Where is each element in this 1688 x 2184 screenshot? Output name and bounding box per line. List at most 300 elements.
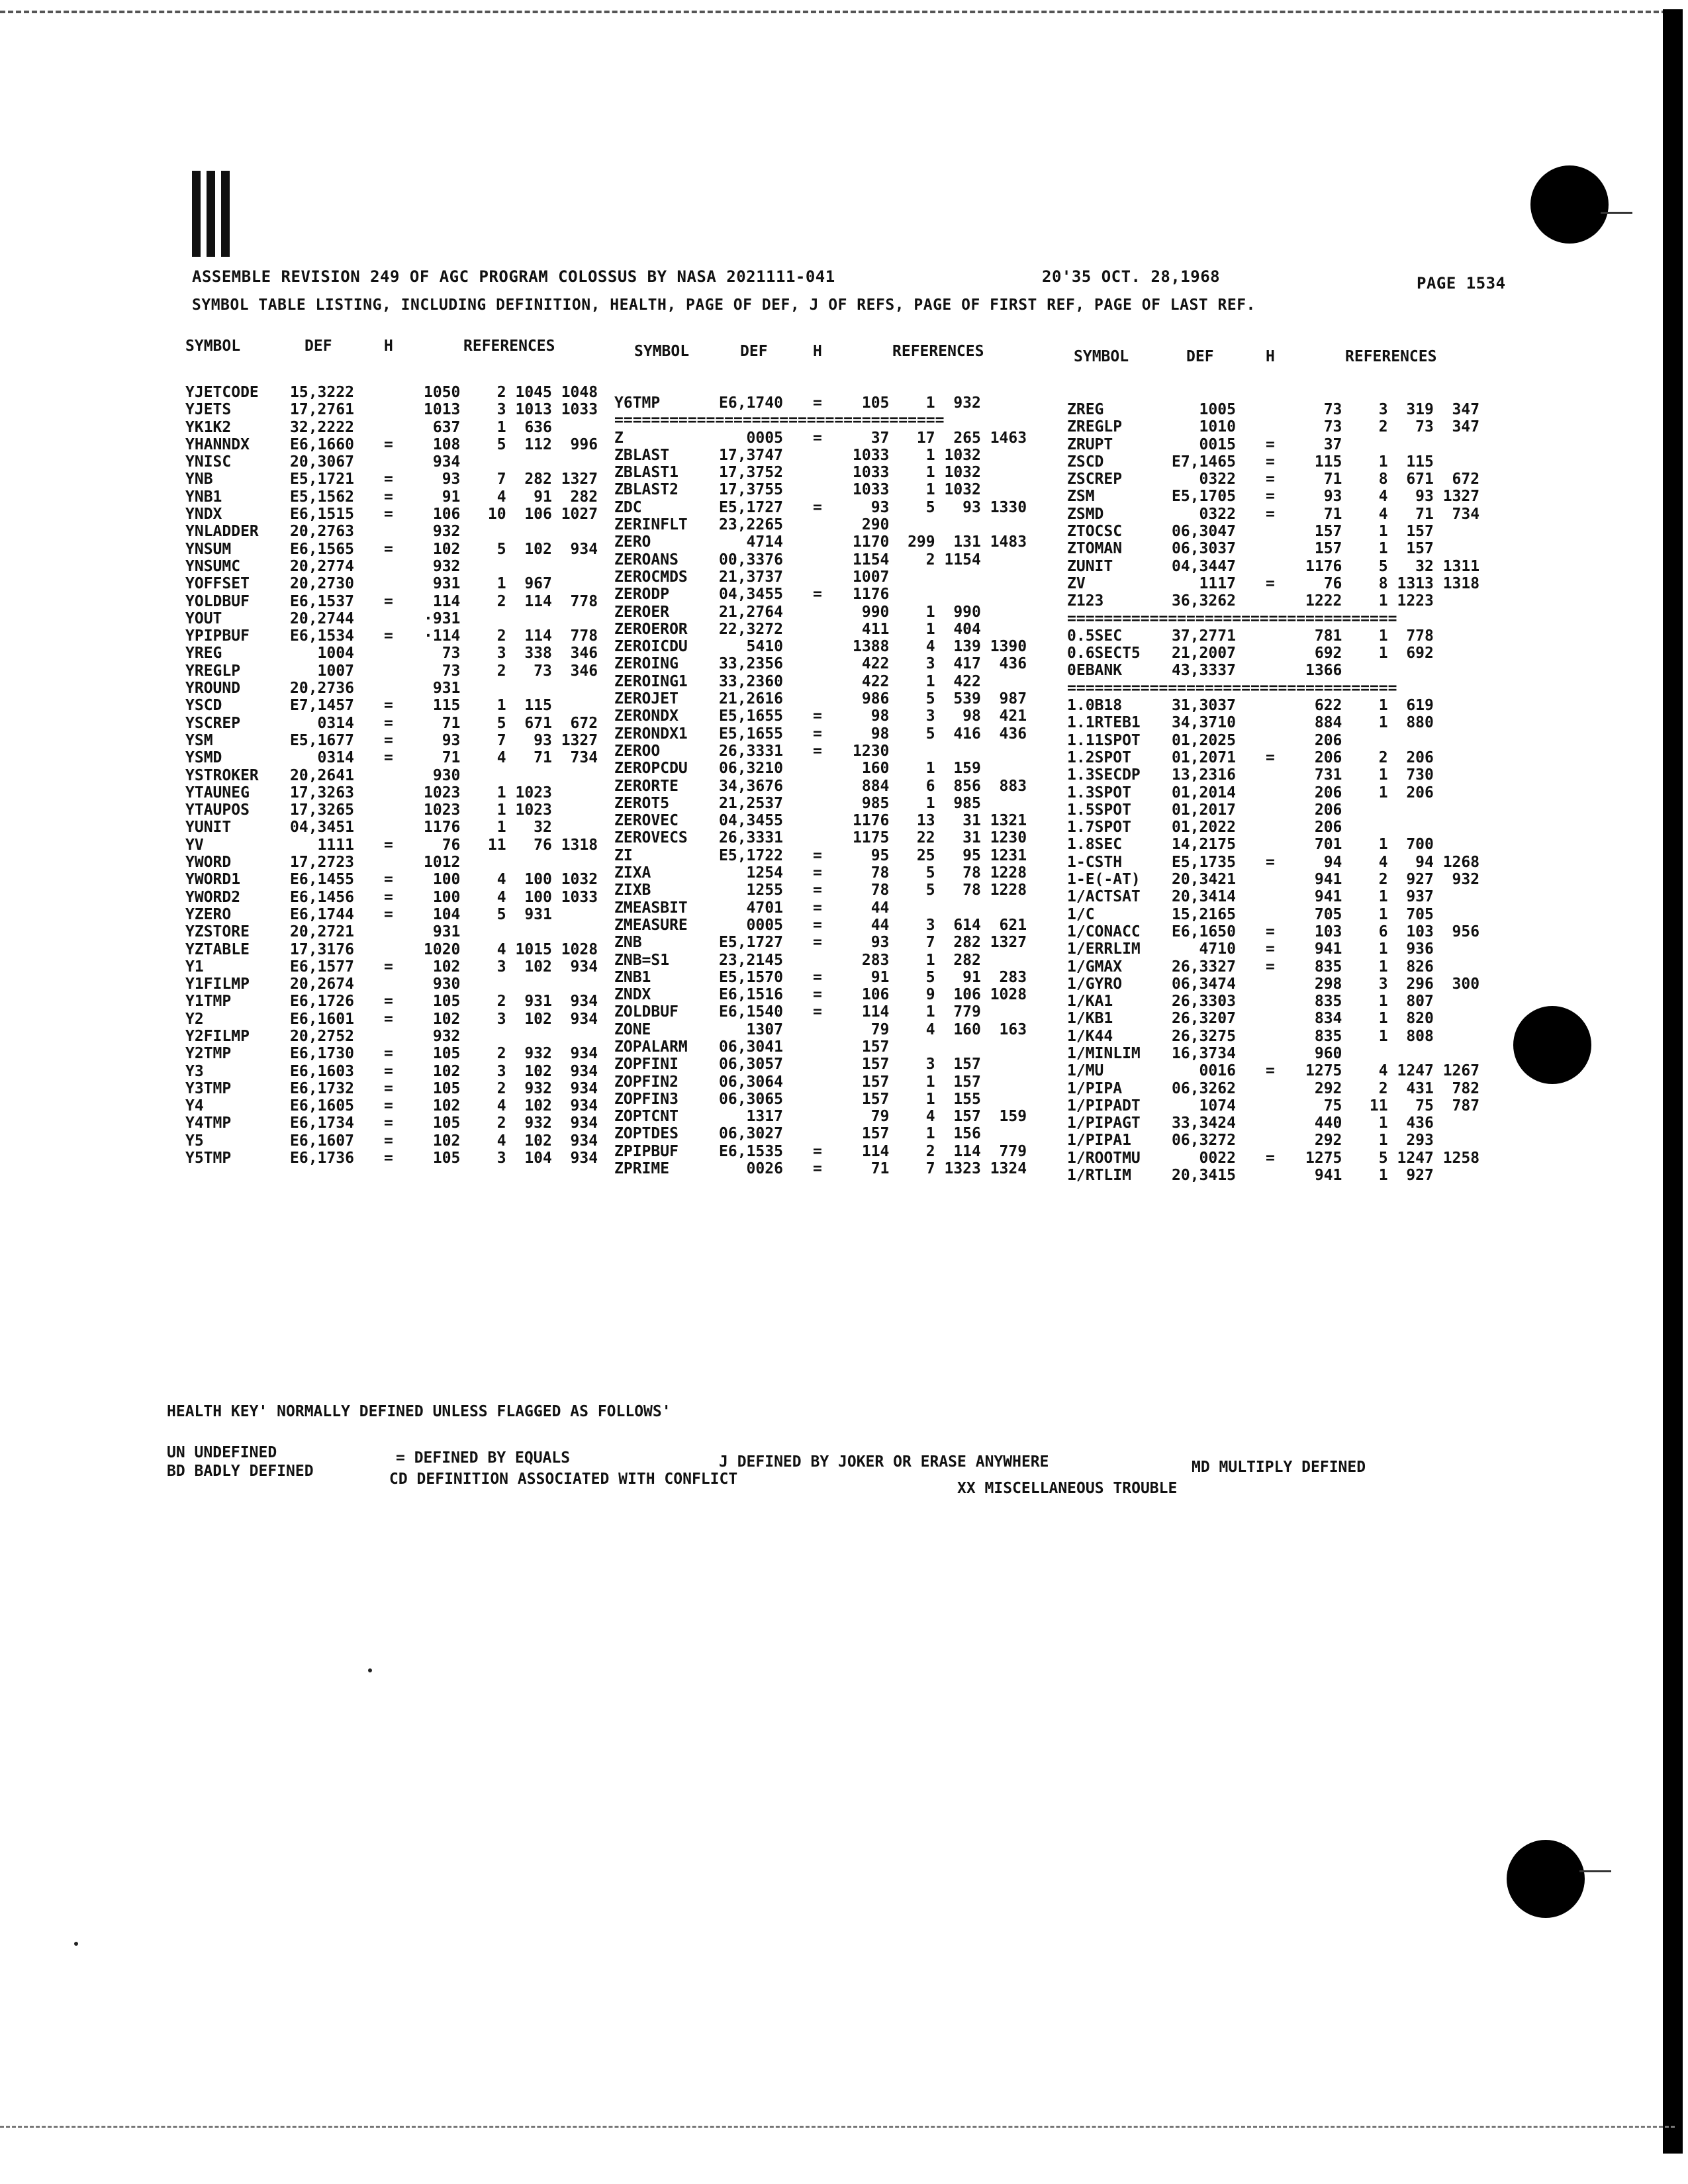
symbol-health: = [1266, 574, 1275, 592]
symbol-references: 931 [424, 680, 461, 698]
symbol-references: 934 [424, 453, 461, 471]
symbol-def: 32,2222 [290, 418, 354, 436]
symbol-def: 43,3337 [1172, 662, 1236, 680]
symbol-references: 1176 [853, 586, 890, 604]
symbol-references: 93 4 93 1327 [1305, 488, 1480, 506]
symbol-def: E6,1456 [290, 888, 354, 906]
symbol-health: = [384, 836, 393, 854]
symbol-def: 06,3041 [719, 1038, 783, 1056]
health-key-multiply: MD MULTIPLY DEFINED [1192, 1459, 1366, 1476]
symbol-def: E6,1601 [290, 1010, 354, 1028]
symbol-def: 0314 [290, 714, 354, 732]
listing-datetime: 20'35 OCT. 28,1968 [1042, 267, 1221, 286]
symbol-health: = [384, 471, 393, 488]
hole-tick-top [1601, 212, 1632, 214]
table-row [614, 778, 1038, 795]
symbol-health: = [384, 697, 393, 715]
symbol-references: 157 1 157 [853, 1073, 981, 1091]
table-row [1067, 523, 1491, 540]
symbol-name: 1/PIPAGT [1067, 1115, 1141, 1132]
symbol-def: 4710 [1172, 940, 1236, 958]
symbol-name: ZNB1 [614, 968, 651, 986]
symbol-references: 115 1 115 [1305, 453, 1434, 471]
table-row [614, 952, 1038, 969]
symbol-references: 1033 1 1032 [853, 464, 981, 482]
table-row [614, 655, 1038, 672]
table-row [614, 1125, 1038, 1142]
symbol-def: E5,1705 [1172, 488, 1236, 506]
symbol-def: 20,3421 [1172, 871, 1236, 889]
table-row [614, 586, 1038, 603]
symbol-def: 36,3262 [1172, 592, 1236, 610]
symbol-def: 21,2764 [719, 603, 783, 621]
table-row [1067, 976, 1491, 993]
symbol-references: 422 1 422 [853, 672, 981, 690]
punch-hole-bottom [1507, 1840, 1585, 1918]
symbol-references: 931 [424, 923, 461, 941]
table-row [1067, 1045, 1491, 1062]
table-row [614, 725, 1038, 743]
symbol-name: ZEROT5 [614, 794, 670, 812]
symbol-name: Z [614, 429, 624, 447]
symbol-references: 932 [424, 1027, 461, 1045]
symbol-references: 106 9 106 1028 [853, 986, 1027, 1004]
symbol-references: 73 2 73 346 [424, 662, 598, 680]
table-row [1067, 418, 1491, 435]
symbol-references: 157 1 157 [1305, 540, 1434, 558]
table-row [1067, 506, 1491, 523]
symbol-references: 98 5 416 436 [853, 725, 1027, 743]
table-row [614, 533, 1038, 551]
symbol-name: ZDC [614, 498, 642, 516]
symbol-references: 1154 2 1154 [853, 551, 981, 569]
table-row [614, 1143, 1038, 1160]
symbol-def: 26,3207 [1172, 1010, 1236, 1028]
symbol-health: = [1266, 1062, 1275, 1080]
symbol-health: = [813, 934, 822, 952]
symbol-name: Y2 [185, 1010, 204, 1028]
table-row [1067, 1080, 1491, 1097]
table-row [1067, 662, 1491, 679]
health-key-conflict: CD DEFINITION ASSOCIATED WITH CONFLICT [389, 1471, 738, 1488]
symbol-name: YTAUPOS [185, 801, 250, 819]
table-row [614, 569, 1038, 586]
symbol-name: YWORD [185, 854, 232, 872]
symbol-references: 440 1 436 [1305, 1115, 1434, 1132]
symbol-name: 1-CSTH [1067, 853, 1123, 871]
column-header-symbol: SYMBOL [185, 338, 241, 355]
symbol-name: YREG [185, 645, 222, 662]
symbol-health: = [813, 1003, 822, 1021]
symbol-references: 930 [424, 976, 461, 993]
table-row [614, 447, 1038, 464]
symbol-references: 1033 1 1032 [853, 446, 981, 464]
symbol-references: 102 4 102 934 [424, 1097, 598, 1115]
symbol-name: ZUNIT [1067, 557, 1113, 575]
table-row [614, 795, 1038, 812]
symbol-def: 20,3414 [1172, 888, 1236, 906]
table-row [614, 551, 1038, 569]
symbol-def: 01,2071 [1172, 749, 1236, 766]
page-number: PAGE 1534 [1417, 274, 1506, 293]
symbol-references: 93 7 93 1327 [424, 731, 598, 749]
symbol-references: 835 1 826 [1305, 958, 1434, 976]
table-row [614, 604, 1038, 621]
symbol-references: 931 1 967 [424, 575, 552, 593]
table-row [614, 481, 1038, 498]
table-row [614, 394, 1038, 412]
scan-speck [368, 1668, 372, 1672]
symbol-references: 108 5 112 996 [424, 435, 598, 453]
symbol-name: ZOLDBUF [614, 1003, 679, 1021]
symbol-name: YNSUM [185, 540, 232, 558]
symbol-def: 21,2537 [719, 794, 783, 812]
symbol-health: = [384, 1115, 393, 1132]
symbol-def: 20,2641 [290, 766, 354, 784]
symbol-health: = [384, 1132, 393, 1150]
symbol-references: 105 3 104 934 [424, 1150, 598, 1167]
symbol-name: YV [185, 836, 204, 854]
table-row [614, 743, 1038, 760]
symbol-health: = [384, 488, 393, 506]
column-header-health: H [1266, 348, 1275, 365]
symbol-references: 102 5 102 934 [424, 540, 598, 558]
symbol-name: ZNB=S1 [614, 951, 670, 969]
symbol-health: = [384, 506, 393, 523]
symbol-def: 4714 [719, 533, 783, 551]
symbol-references: 1275 4 1247 1267 [1305, 1062, 1480, 1080]
symbol-name: 1.0B18 [1067, 697, 1123, 715]
symbol-references: 114 2 114 779 [853, 1142, 1027, 1160]
punch-hole-top [1530, 165, 1609, 244]
symbol-references: 71 8 671 672 [1305, 471, 1480, 488]
symbol-def: 21,2616 [719, 690, 783, 708]
section-separator: ==================================== [1067, 610, 1397, 627]
symbol-name: ZREG [1067, 401, 1104, 418]
table-row [1067, 958, 1491, 976]
symbol-def: E6,1730 [290, 1045, 354, 1063]
symbol-name: YSM [185, 731, 213, 749]
symbol-def: 1004 [290, 645, 354, 662]
symbol-references: 941 1 937 [1305, 888, 1434, 906]
symbol-def: E6,1607 [290, 1132, 354, 1150]
symbol-def: 1317 [719, 1108, 783, 1126]
symbol-health: = [813, 1142, 822, 1160]
symbol-health: = [384, 1045, 393, 1063]
symbol-def: E5,1562 [290, 488, 354, 506]
symbol-name: ZMEASBIT [614, 899, 688, 917]
symbol-name: 1/GYRO [1067, 975, 1123, 993]
symbol-def: 1007 [290, 662, 354, 680]
symbol-references: ·931 [424, 610, 461, 627]
symbol-def: 37,2771 [1172, 627, 1236, 645]
symbol-name: YNDX [185, 506, 222, 523]
health-key-misc: XX MISCELLANEOUS TROUBLE [957, 1480, 1178, 1497]
table-row [1067, 766, 1491, 784]
symbol-def: 0314 [290, 749, 354, 767]
symbol-health: = [813, 725, 822, 743]
table-row [1067, 801, 1491, 819]
table-row [614, 1056, 1038, 1073]
symbol-name: 1/ERRLIM [1067, 940, 1141, 958]
table-row [614, 621, 1038, 638]
symbol-name: ZOPALARM [614, 1038, 688, 1056]
symbol-references: 206 [1305, 731, 1342, 749]
symbol-references: 157 1 157 [1305, 523, 1434, 541]
table-row [614, 847, 1038, 864]
symbol-health: = [1266, 923, 1275, 940]
symbol-def: E6,1605 [290, 1097, 354, 1115]
symbol-references: 1176 5 32 1311 [1305, 557, 1480, 575]
symbol-def: E6,1535 [719, 1142, 783, 1160]
symbol-def: 04,3455 [719, 812, 783, 830]
symbol-references: 411 1 404 [853, 620, 981, 638]
symbol-def: E6,1660 [290, 435, 354, 453]
symbol-def: E5,1655 [719, 707, 783, 725]
symbol-name: YSTROKER [185, 766, 259, 784]
symbol-def: 04,3451 [290, 819, 354, 837]
punch-hole-middle [1513, 1006, 1591, 1084]
table-row [1067, 1010, 1491, 1027]
table-row [1067, 697, 1491, 714]
symbol-references: 1176 13 31 1321 [853, 812, 1027, 830]
symbol-name: 1/KA1 [1067, 993, 1113, 1011]
symbol-def: 20,2674 [290, 976, 354, 993]
symbol-def: 01,2025 [1172, 731, 1236, 749]
symbol-def: 17,2723 [290, 854, 354, 872]
symbol-name: Y1TMP [185, 993, 232, 1011]
symbol-def: 33,2360 [719, 672, 783, 690]
symbol-references: 157 [853, 1038, 890, 1056]
table-row [614, 638, 1038, 655]
symbol-name: YZTABLE [185, 940, 250, 958]
symbol-name: ZERODP [614, 586, 670, 604]
symbol-def: 33,2356 [719, 655, 783, 673]
symbol-column [1067, 401, 1491, 1184]
table-row [1067, 627, 1491, 645]
symbol-references: 705 1 705 [1305, 905, 1434, 923]
table-row [1067, 836, 1491, 853]
symbol-def: 26,3303 [1172, 993, 1236, 1011]
symbol-name: ZEROEROR [614, 620, 688, 638]
symbol-def: E6,1537 [290, 592, 354, 610]
symbol-name: ZI [614, 846, 633, 864]
symbol-name: 1.5SPOT [1067, 801, 1131, 819]
table-row [614, 1003, 1038, 1021]
symbol-def: 06,3065 [719, 1090, 783, 1108]
table-row [1067, 1062, 1491, 1079]
symbol-def: 16,3734 [1172, 1044, 1236, 1062]
table-row [614, 899, 1038, 917]
symbol-references: 95 25 95 1231 [853, 846, 1027, 864]
symbol-references: 37 17 265 1463 [853, 429, 1027, 447]
symbol-def: 20,2730 [290, 575, 354, 593]
symbol-references: 692 1 692 [1305, 645, 1434, 662]
symbol-references: 102 3 102 934 [424, 958, 598, 976]
symbol-references: 100 4 100 1032 [424, 871, 598, 889]
symbol-def: E6,1577 [290, 958, 354, 976]
symbol-name: ZEROING1 [614, 672, 688, 690]
symbol-references: 932 [424, 523, 461, 541]
symbol-references: 79 4 157 159 [853, 1108, 1027, 1126]
symbol-references: 44 [853, 899, 890, 917]
symbol-def: 1117 [1172, 574, 1236, 592]
symbol-name: YZSTORE [185, 923, 250, 941]
symbol-def: E6,1744 [290, 905, 354, 923]
symbol-def: 21,3737 [719, 568, 783, 586]
symbol-references: 71 4 71 734 [424, 749, 598, 767]
symbol-references: 105 2 932 934 [424, 1045, 598, 1063]
symbol-name: YWORD1 [185, 871, 241, 889]
symbol-references: 1020 4 1015 1028 [424, 940, 598, 958]
symbol-health: = [1266, 1149, 1275, 1167]
symbol-name: YSMD [185, 749, 222, 767]
table-row [1067, 906, 1491, 923]
symbol-name: YNSUMC [185, 557, 241, 575]
symbol-name: 1.2SPOT [1067, 749, 1131, 766]
symbol-def: 04,3447 [1172, 557, 1236, 575]
symbol-health: = [813, 1160, 822, 1178]
symbol-def: 1005 [1172, 401, 1236, 418]
symbol-name: YWORD2 [185, 888, 241, 906]
symbol-name: ZEROVEC [614, 812, 679, 830]
symbol-health: = [1266, 940, 1275, 958]
symbol-def: 26,3331 [719, 742, 783, 760]
table-row [1067, 436, 1491, 453]
symbol-health: = [1266, 749, 1275, 766]
symbol-def: E6,1734 [290, 1115, 354, 1132]
table-row [614, 516, 1038, 533]
symbol-references: 105 1 932 [853, 394, 981, 412]
symbol-references: 422 3 417 436 [853, 655, 1027, 673]
symbol-references: 835 1 807 [1305, 993, 1434, 1011]
symbol-def: 1254 [719, 864, 783, 882]
symbol-column [614, 394, 1038, 1177]
symbol-def: 20,3067 [290, 453, 354, 471]
symbol-name: ZBLAST2 [614, 481, 679, 499]
table-row [1067, 1150, 1491, 1167]
symbol-def: E6,1736 [290, 1150, 354, 1167]
symbol-name: YHANNDX [185, 435, 250, 453]
table-row [614, 829, 1038, 846]
symbol-health: = [813, 498, 822, 516]
symbol-def: 17,3265 [290, 801, 354, 819]
symbol-health: = [384, 1062, 393, 1080]
table-row [614, 986, 1038, 1003]
symbol-name: ZONE [614, 1021, 651, 1038]
symbol-references: 157 3 157 [853, 1056, 981, 1073]
symbol-name: ZEROVECS [614, 829, 688, 847]
table-row [1067, 575, 1491, 592]
symbol-name: ZMEASURE [614, 916, 688, 934]
symbol-name: YNB [185, 471, 213, 488]
symbol-name: YOFFSET [185, 575, 250, 593]
symbol-name: ZTOCSC [1067, 523, 1123, 541]
table-row [614, 1091, 1038, 1108]
symbol-def: 01,2017 [1172, 801, 1236, 819]
symbol-def: 13,2316 [1172, 766, 1236, 784]
symbol-def: 1255 [719, 882, 783, 899]
symbol-name: YREGLP [185, 662, 241, 680]
symbol-name: YSCD [185, 697, 222, 715]
symbol-def: 17,3263 [290, 784, 354, 801]
symbol-references: 1013 3 1013 1033 [424, 401, 598, 419]
symbol-references: 79 4 160 163 [853, 1021, 1027, 1038]
table-row [614, 864, 1038, 882]
symbol-def: 0322 [1172, 471, 1236, 488]
table-row [1067, 1028, 1491, 1045]
symbol-name: ZERINFLT [614, 516, 688, 534]
symbol-references: 206 [1305, 819, 1342, 837]
table-row [614, 1160, 1038, 1177]
table-row [614, 1073, 1038, 1091]
symbol-name: Y2FILMP [185, 1027, 250, 1045]
table-row [614, 707, 1038, 725]
symbol-name: Y1FILMP [185, 976, 250, 993]
column-header-def: DEF [1186, 348, 1214, 365]
symbol-references: 1170 299 131 1483 [853, 533, 1027, 551]
symbol-def: 20,2736 [290, 680, 354, 698]
symbol-def: 06,3057 [719, 1056, 783, 1073]
symbol-references: 1230 [853, 742, 890, 760]
symbol-name: Y5 [185, 1132, 204, 1150]
symbol-name: 0.5SEC [1067, 627, 1123, 645]
symbol-name: ZEROPCDU [614, 760, 688, 778]
symbol-def: 20,2744 [290, 610, 354, 627]
symbol-name: ZSCD [1067, 453, 1104, 471]
symbol-health: = [813, 864, 822, 882]
table-row [1067, 923, 1491, 940]
symbol-health: = [813, 586, 822, 604]
symbol-name: 1.8SEC [1067, 836, 1123, 854]
column-header-references: REFERENCES [463, 338, 555, 355]
symbol-name: YROUND [185, 680, 241, 698]
symbol-name: ZPRIME [614, 1160, 670, 1178]
symbol-references: 292 1 293 [1305, 1132, 1434, 1150]
symbol-references: 990 1 990 [853, 603, 981, 621]
column-header-health: H [384, 338, 393, 355]
symbol-def: 4701 [719, 899, 783, 917]
symbol-def: E5,1655 [719, 725, 783, 743]
symbol-references: 93 7 282 1327 [853, 934, 1027, 952]
symbol-references: 71 7 1323 1324 [853, 1160, 1027, 1178]
symbol-def: 0022 [1172, 1149, 1236, 1167]
symbol-references: 930 [424, 766, 461, 784]
symbol-health: = [384, 993, 393, 1011]
health-key-joker: J DEFINED BY JOKER OR ERASE ANYWHERE [719, 1453, 1049, 1471]
symbol-def: E6,1726 [290, 993, 354, 1011]
symbol-health: = [1266, 505, 1275, 523]
listing-title: ASSEMBLE REVISION 249 OF AGC PROGRAM COLOSSUS BY NASA 2021111-041 [192, 267, 835, 286]
symbol-name: ZERORTE [614, 777, 679, 795]
symbol-name: YPIPBUF [185, 627, 250, 645]
symbol-health: = [813, 986, 822, 1004]
symbol-name: YTAUNEG [185, 784, 250, 801]
health-key-title: HEALTH KEY' NORMALLY DEFINED UNLESS FLAGGED AS FOLLOWS' [167, 1403, 671, 1420]
symbol-references: 105 2 931 934 [424, 993, 598, 1011]
symbol-name: ZBLAST [614, 446, 670, 464]
symbol-name: ZOPFINI [614, 1056, 679, 1073]
symbol-health: = [384, 435, 393, 453]
symbol-health: = [384, 714, 393, 732]
symbol-name: ZV [1067, 574, 1086, 592]
table-row [614, 760, 1038, 777]
symbol-def: 04,3455 [719, 586, 783, 604]
symbol-name: ZEROJET [614, 690, 679, 708]
symbol-name: 1/K44 [1067, 1027, 1113, 1045]
symbol-name: ZSCREP [1067, 471, 1123, 488]
symbol-health: = [813, 916, 822, 934]
